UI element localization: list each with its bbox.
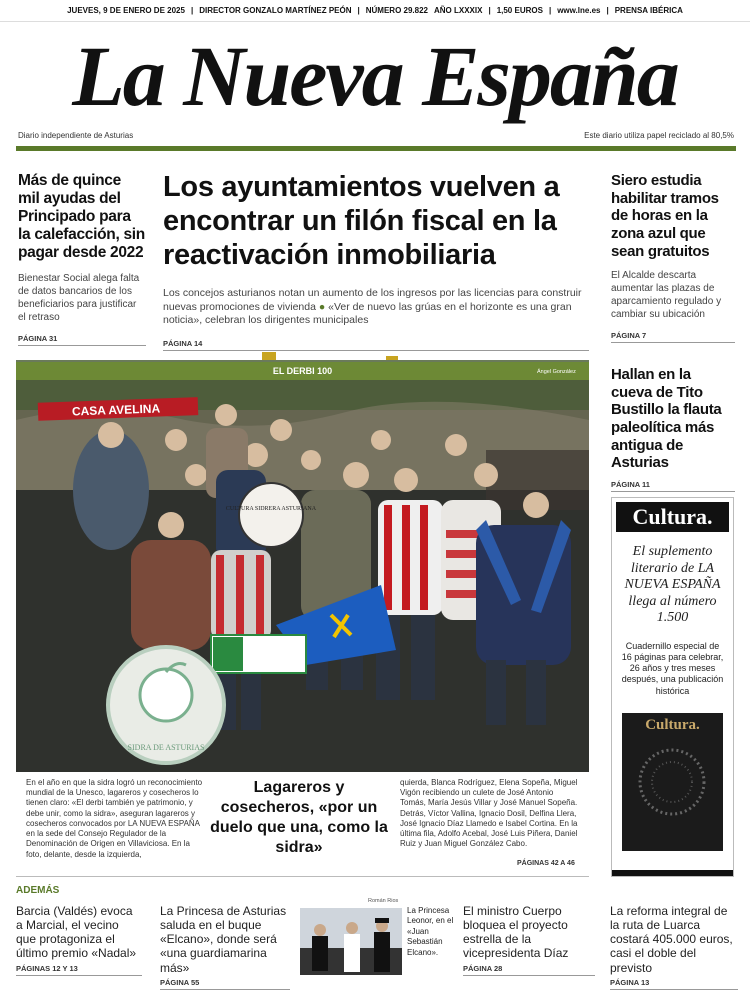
princesa-photo-caption: La Princesa Leonor, en el «Juan Sebastián Elcano». — [407, 906, 454, 957]
cultura-bottom-bar — [612, 870, 733, 876]
caption-right: quierda, Blanca Rodríguez, Elena Sopeña, Miguel Vigón recibiendo un culete de José Antonio Tomás, María Jesús Villar y José Manuel Sopeña. Detrás, Víctor Vallina, Ignacio Dosil, Delfina Llera, José Ignacio Díaz Llamedo e Isabel Cortina. En la última fila, Adolfo Acebal, José Luis Piñera, Daniel Ruiz y Juan Miguel González Cabo. — [400, 778, 578, 849]
photo-banner: EL DERBI 100 — [16, 362, 589, 380]
photo-credit: Ángel González — [537, 369, 576, 375]
ademas-item-5-text[interactable]: La reforma integral de la ruta de Luarca costará 405.000 euros, casi el doble del previsto — [610, 904, 733, 975]
main-story-page: PÁGINA 14 — [163, 339, 589, 351]
tagline-left: Diario independiente de Asturias — [18, 131, 134, 140]
ademas-item-1[interactable] — [16, 904, 142, 976]
photo-illustration — [16, 360, 589, 772]
price: 1,50 EUROS — [496, 6, 543, 15]
derbi-photo[interactable] — [16, 360, 589, 772]
masthead-rule — [16, 146, 736, 151]
main-headline[interactable]: Los ayuntamientos vuelven a encontrar un filón fiscal en la reactivación inmobiliaria — [163, 171, 560, 272]
cultura-title: Cultura. — [616, 502, 729, 532]
ademas-item-5[interactable] — [610, 904, 738, 990]
bullet-icon: ● — [318, 300, 329, 313]
princesa-photo-illustration — [300, 908, 402, 975]
cultura-supplement-box[interactable] — [611, 497, 734, 877]
top-info-bar: JUEVES, 9 DE ENERO DE 2025 | DIRECTOR GONZALO MARTÍNEZ PEÓN | NÚMERO 29.822 AÑO LXXXIX | 1,50 EUROS | www.lne.es | PRENSA IBÉRICA — [0, 0, 750, 22]
main-story-body — [163, 287, 591, 328]
right-story-1[interactable] — [611, 172, 735, 343]
ademas-item-4-page: PÁGINA 28 — [463, 964, 595, 976]
main-story-body-b: «Ver de nuevo las grúas en el horizonte es una gran noticia», celebran los dirigentes municipales — [163, 300, 572, 327]
left-story-page: PÁGINA 31 — [18, 334, 146, 346]
right-story-1-page: PÁGINA 7 — [611, 331, 735, 343]
ademas-label: ADEMÁS — [16, 885, 60, 896]
ademas-item-5-page: PÁGINA 13 — [610, 978, 738, 990]
caption-left: En el año en que la sidra logró un reconocimiento mundial de la Unesco, lagareros y cosecheros lo tienen claro: «El derbi también ye patrimonio, y debe unir, como la sidra», aseguran lagareros y cosecheros convocados por LA NUEVA ESPAÑA en la sede del Consejo Regulador de la Denominación de Origen en Villaviciosa. En la foto, delante, desde la izquierda, — [26, 778, 203, 859]
round-sign-text: CULTURA SIDRERA ASTURIANA — [225, 506, 317, 512]
ademas-item-2-text[interactable]: La Princesa de Asturias saluda en el buque «Elcano», donde será «una guardiamarina más» — [160, 904, 287, 975]
publisher-group: PRENSA IBÉRICA — [614, 6, 683, 15]
tagline-right: Este diario utiliza papel reciclado al 80,5% — [584, 131, 734, 140]
left-story[interactable] — [18, 172, 146, 346]
princesa-photo-credit: Román Rios — [368, 898, 399, 904]
cultura-cover-image — [622, 713, 723, 851]
cover-circles-icon — [622, 734, 723, 844]
issue-year: AÑO LXXXIX — [433, 6, 483, 15]
ademas-item-2-page: PÁGINA 55 — [160, 978, 290, 990]
sidra-logo-text: SIDRA DE ASTURIAS — [127, 743, 205, 752]
cultura-promo: El suplemento literario de LA NUEVA ESPAÑA llega al número 1.500 — [624, 544, 721, 626]
left-story-headline[interactable]: Más de quince mil ayudas del Principado para la calefacción, sin pagar desde 2022 — [18, 172, 145, 261]
right-story-1-body: El Alcalde descarta aumentar las plazas de aparcamiento regulado y cambiar su ubicación — [611, 270, 722, 321]
issue-number: NÚMERO 29.822 — [365, 6, 428, 15]
scarf-text: CASA AVELINA — [71, 401, 161, 419]
ademas-item-4[interactable] — [463, 904, 595, 976]
main-story-body-a: Los concejos asturianos notan un aumento de los ingresos por las licencias para construir nuevas promociones de vivienda — [163, 287, 582, 313]
ademas-item-1-page: PÁGINAS 12 Y 13 — [16, 964, 142, 976]
cultura-cover-title: Cultura. — [645, 717, 700, 733]
right-story-1-headline[interactable]: Siero estudia habilitar tramos de horas en la zona azul que sean gratuitos — [611, 172, 719, 260]
caption-page: PÁGINAS 42 A 46 — [517, 860, 575, 867]
issue-date: JUEVES, 9 DE ENERO DE 2025 — [67, 6, 185, 15]
right-story-2-page: PÁGINA 11 — [611, 480, 735, 492]
ademas-item-2[interactable] — [160, 904, 290, 990]
right-story-2[interactable] — [611, 366, 735, 492]
masthead-logo[interactable]: La Nueva España — [72, 28, 678, 124]
ademas-item-4-text[interactable]: El ministro Cuerpo bloquea el proyecto estrella de la vicepresidenta Díaz — [463, 904, 569, 961]
princesa-photo[interactable] — [300, 908, 402, 975]
cultura-desc: Cuadernillo especial de 16 páginas para celebrar, 26 años y tres meses después, una publicación histórica — [621, 640, 724, 696]
director: DIRECTOR GONZALO MARTÍNEZ PEÓN — [199, 6, 352, 15]
ademas-item-1-text[interactable]: Barcia (Valdés) evoca a Marcial, el vecino que protagoniza el último premio «Nadal» — [16, 904, 137, 961]
left-story-body: Bienestar Social alega falta de datos bancarios de los beneficiarios para justificar el retraso — [18, 272, 140, 323]
website-link[interactable]: www.lne.es — [557, 6, 601, 15]
caption-divider — [16, 876, 589, 877]
caption-headline[interactable]: Lagareros y cosecheros, «por un duelo que una, como la sidra» — [210, 779, 388, 856]
right-story-2-headline[interactable]: Hallan en la cueva de Tito Bustillo la flauta paleolítica más antigua de Asturias — [611, 366, 722, 472]
